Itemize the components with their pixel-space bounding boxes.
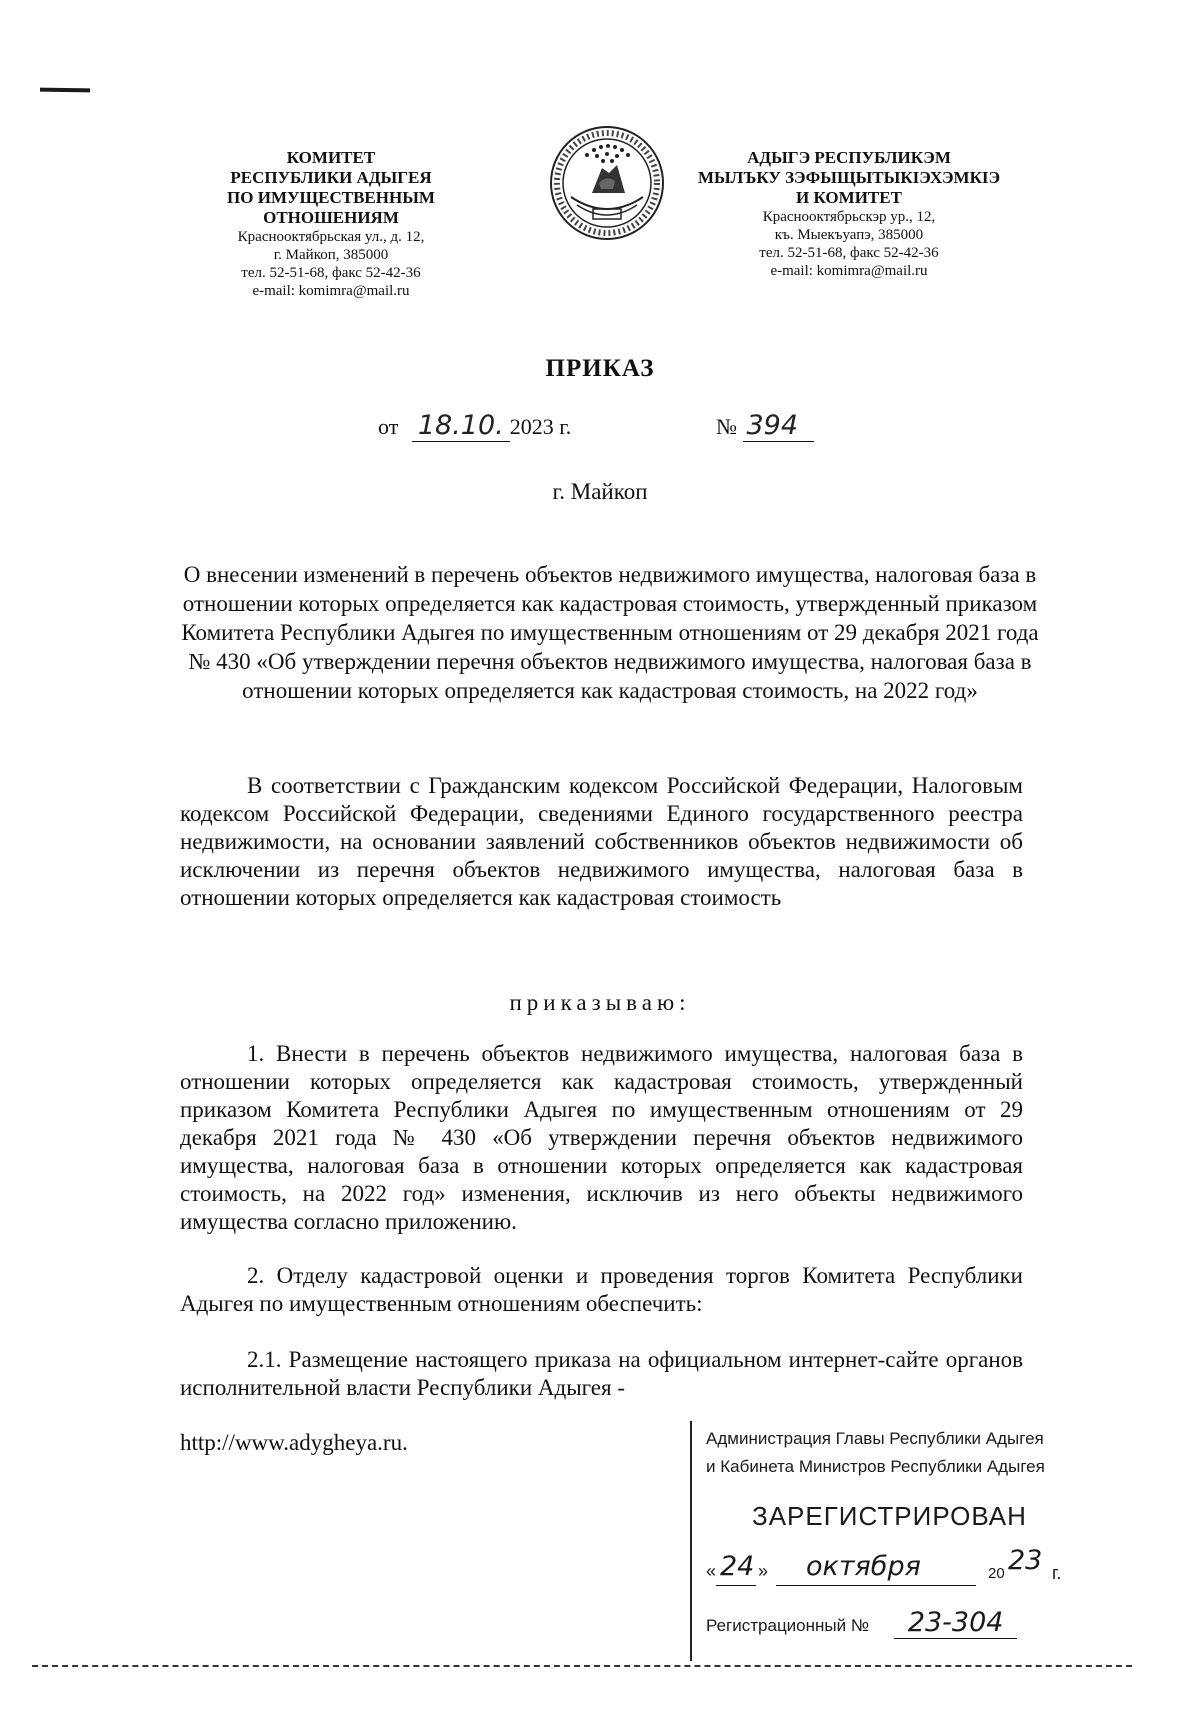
order-item-2-1: 2.1. Размещение настоящего приказа на официальном интернет-сайте органов исполнительной власти Республики Адыгея - (180, 1347, 1023, 1400)
stamp-month-handwritten: октября (806, 1551, 921, 1582)
stamp-quote-close: » (758, 1561, 769, 1581)
stamp-year-suffix: г. (1052, 1563, 1062, 1583)
stamp-year-handwritten: 23 (1008, 1545, 1043, 1576)
document-city: г. Майкоп (552, 479, 648, 504)
letterhead-russian (166, 148, 496, 300)
address-line: г. Майкоп, 385000 (273, 247, 389, 263)
preamble-paragraph: В соответствии с Гражданским кодексом Российской Федерации, Налоговым кодексом Российской Федерации, сведениями Единого государственного реестра недвижимости, на основании заявлений собственников объектов недвижимости об исключении из перечня объектов недвижимого имущества, налоговая база в отношении которых определяется как кадастровая стоимость (180, 773, 1023, 910)
document-date (378, 410, 571, 442)
org-name-line: И КОМИТЕТ (796, 188, 902, 207)
email-line: e-mail: komimra@mail.ru (252, 283, 410, 299)
org-name-line: КОМИТЕТ (286, 148, 376, 167)
stamp-reg-number-handwritten: 23-304 (894, 1607, 1018, 1639)
address-line: къ. Мыекъуапэ, 385000 (774, 227, 924, 243)
date-suffix: 2023 г. (509, 414, 572, 439)
phone-line: тел. 52-51-68, факс 52-42-36 (241, 265, 421, 281)
scan-artifact-mark (40, 88, 90, 93)
email-line: e-mail: komimra@mail.ru (770, 263, 928, 279)
letterhead-adyghe (684, 148, 1014, 280)
document-number (716, 410, 814, 441)
number-prefix: № (716, 414, 737, 439)
org-name-line: МЫЛЪКУ ЗЭФЫЩЫТЫКIЭХЭМКIЭ (697, 168, 1001, 187)
adygea-coat-of-arms-icon (547, 123, 667, 243)
address-line: Краснооктябрьскэр ур., 12, (762, 209, 936, 225)
stamp-month-underline (776, 1585, 976, 1586)
address-line: Краснооктябрьская ул., д. 12, (237, 229, 425, 245)
stamp-org-line: Администрация Главы Республики Адыгея (706, 1429, 1044, 1448)
number-handwritten: 394 (743, 410, 815, 442)
registration-stamp (690, 1421, 1108, 1661)
stamp-org-line: и Кабинета Министров Республики Адыгея (706, 1457, 1045, 1476)
order-item-1: 1. Внести в перечень объектов недвижимого имущества, налоговая база в отношении которых определяется как кадастровая стоимость, утвержденный приказом Комитета Республики Адыгея по имущественным отношениям от 29 декабря 2021 года № 430 «Об утверждении перечня объектов недвижимого имущества, налоговая база в отношении которых определяется как кадастровая стоимость, на 2022 год» изменения, исключив из него объекты недвижимого имущества согласно приложению. (180, 1041, 1023, 1234)
stamp-day-handwritten: 24 (720, 1551, 755, 1582)
document-title: ПРИКАЗ (545, 355, 655, 382)
org-name-line: РЕСПУБЛИКИ АДЫГЕЯ (230, 168, 432, 187)
stamp-reg-label: Регистрационный № (706, 1616, 870, 1635)
order-word: приказываю: (509, 990, 691, 1015)
stamp-year-prefix: 20 (988, 1565, 1005, 1582)
date-handwritten: 18.10. (412, 410, 510, 442)
stamp-date-line (706, 1545, 1096, 1591)
stamp-day-underline (716, 1585, 756, 1586)
date-prefix: от (378, 414, 399, 439)
phone-line: тел. 52-51-68, факс 52-42-36 (759, 245, 939, 261)
stamp-reg-number-row (706, 1607, 1017, 1639)
document-subject: О внесении изменений в перечень объектов недвижимого имущества, налоговая база в отношении которых определяется как кадастровая стоимость, утвержденный приказом Комитета Республики Адыгея по имущественным отношениям от 29 декабря 2021 года № 430 «Об утверждении перечня объектов недвижимого имущества, налоговая база в отношении которых определяется как кадастровая стоимость, на 2022 год» (181, 562, 1039, 703)
stamp-registered-label: ЗАРЕГИСТРИРОВАН (752, 1501, 1027, 1531)
stamp-quote-open: « (706, 1561, 717, 1581)
order-item-2: 2. Отделу кадастровой оценки и проведения торгов Комитета Республики Адыгея по имущественным отношениям обеспечить: (180, 1263, 1023, 1316)
org-name-line: АДЫГЭ РЕСПУБЛИКЭМ (747, 148, 951, 167)
letterhead (150, 148, 1030, 308)
org-name-line: ПО ИМУЩЕСТВЕННЫМ ОТНОШЕНИЯМ (227, 188, 435, 227)
bottom-dashed-rule (32, 1665, 1132, 1667)
website-url: http://www.adygheya.ru. (180, 1430, 408, 1455)
